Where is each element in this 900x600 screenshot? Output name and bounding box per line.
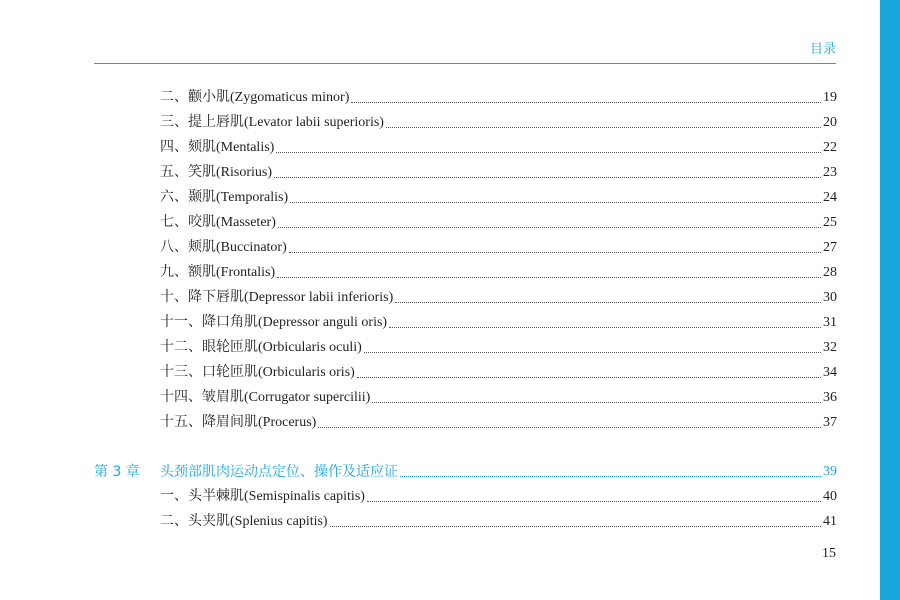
toc-entry[interactable]: [160, 232, 837, 257]
toc-entry-label: 四、颏肌(Mentalis): [160, 140, 275, 155]
toc-entry-label: 二、头夹肌(Splenius capitis): [160, 514, 328, 529]
toc-entry-page: 20: [823, 115, 837, 130]
toc-entry[interactable]: [160, 282, 837, 307]
toc-entry-page: 22: [823, 140, 837, 155]
toc-entry[interactable]: [160, 132, 837, 157]
toc-entry-page: 40: [823, 489, 837, 504]
dot-leader: [318, 427, 821, 428]
dot-leader: [274, 177, 821, 178]
dot-leader: [330, 526, 821, 527]
toc-entry-page: 36: [823, 390, 837, 405]
toc-entry[interactable]: [160, 207, 837, 232]
dot-leader: [400, 476, 821, 477]
toc-entry-label: 七、咬肌(Masseter): [160, 215, 276, 230]
chapter-number: 第 3 章: [94, 464, 140, 480]
toc-entry[interactable]: [160, 481, 837, 506]
toc-entry-label: 十五、降眉间肌(Procerus): [160, 415, 317, 430]
toc-entry[interactable]: [160, 382, 837, 407]
toc-entry-label: 九、额肌(Frontalis): [160, 265, 276, 280]
chapter-page: 39: [823, 464, 837, 479]
toc-entry-label: 五、笑肌(Risorius): [160, 165, 272, 180]
dot-leader: [277, 277, 821, 278]
toc-entry-page: 32: [823, 340, 837, 355]
header-divider: [94, 63, 836, 64]
toc-entry-page: 23: [823, 165, 837, 180]
chapter-title: 头颈部肌肉运动点定位、操作及适应证: [160, 464, 398, 480]
toc-entry-page: 24: [823, 190, 837, 205]
toc-entry-label: 六、颞肌(Temporalis): [160, 190, 289, 205]
dot-leader: [386, 127, 821, 128]
dot-leader: [357, 377, 821, 378]
dot-leader: [351, 102, 821, 103]
toc-entry-page: 19: [823, 90, 837, 105]
toc-entry-page: 30: [823, 290, 837, 305]
dot-leader: [278, 227, 821, 228]
toc-entry[interactable]: [160, 107, 837, 132]
dot-leader: [364, 352, 821, 353]
right-edge-band: [880, 0, 900, 600]
chapter-heading[interactable]: [94, 456, 837, 481]
toc-entry[interactable]: [160, 157, 837, 182]
dot-leader: [395, 302, 821, 303]
toc-entry-page: 34: [823, 365, 837, 380]
toc-entry[interactable]: [160, 357, 837, 382]
toc-entry-page: 31: [823, 315, 837, 330]
header-title: 目录: [809, 42, 836, 57]
toc-entry-label: 十四、皱眉肌(Corrugator supercilii): [160, 390, 371, 405]
toc-entry-label: 二、颧小肌(Zygomaticus minor): [160, 90, 350, 105]
toc-entry-label: 十、降下唇肌(Depressor labii inferioris): [160, 290, 394, 305]
toc-entry[interactable]: [160, 82, 837, 107]
dot-leader: [367, 501, 821, 502]
toc-entry-page: 25: [823, 215, 837, 230]
dot-leader: [289, 252, 821, 253]
toc-entry-page: 27: [823, 240, 837, 255]
page-number: 15: [822, 546, 836, 561]
toc-entry-page: 28: [823, 265, 837, 280]
toc-entry-label: 一、头半棘肌(Semispinalis capitis): [160, 489, 365, 504]
toc-entry[interactable]: [160, 332, 837, 357]
toc-entry-label: 十一、降口角肌(Depressor anguli oris): [160, 315, 388, 330]
toc-entry-label: 十三、口轮匝肌(Orbicularis oris): [160, 365, 355, 380]
toc-entry-label: 三、提上唇肌(Levator labii superioris): [160, 115, 384, 130]
toc-entry[interactable]: [160, 307, 837, 332]
dot-leader: [276, 152, 821, 153]
dot-leader: [389, 327, 821, 328]
toc-entry[interactable]: [160, 407, 837, 432]
toc-entry-page: 37: [823, 415, 837, 430]
toc-entry-label: 十二、眼轮匝肌(Orbicularis oculi): [160, 340, 362, 355]
dot-leader: [372, 402, 821, 403]
toc-entry[interactable]: [160, 506, 837, 531]
dot-leader: [290, 202, 821, 203]
toc-entry[interactable]: [160, 257, 837, 282]
toc-entry-label: 八、颊肌(Buccinator): [160, 240, 287, 255]
toc-entry-page: 41: [823, 514, 837, 529]
toc-entry[interactable]: [160, 182, 837, 207]
